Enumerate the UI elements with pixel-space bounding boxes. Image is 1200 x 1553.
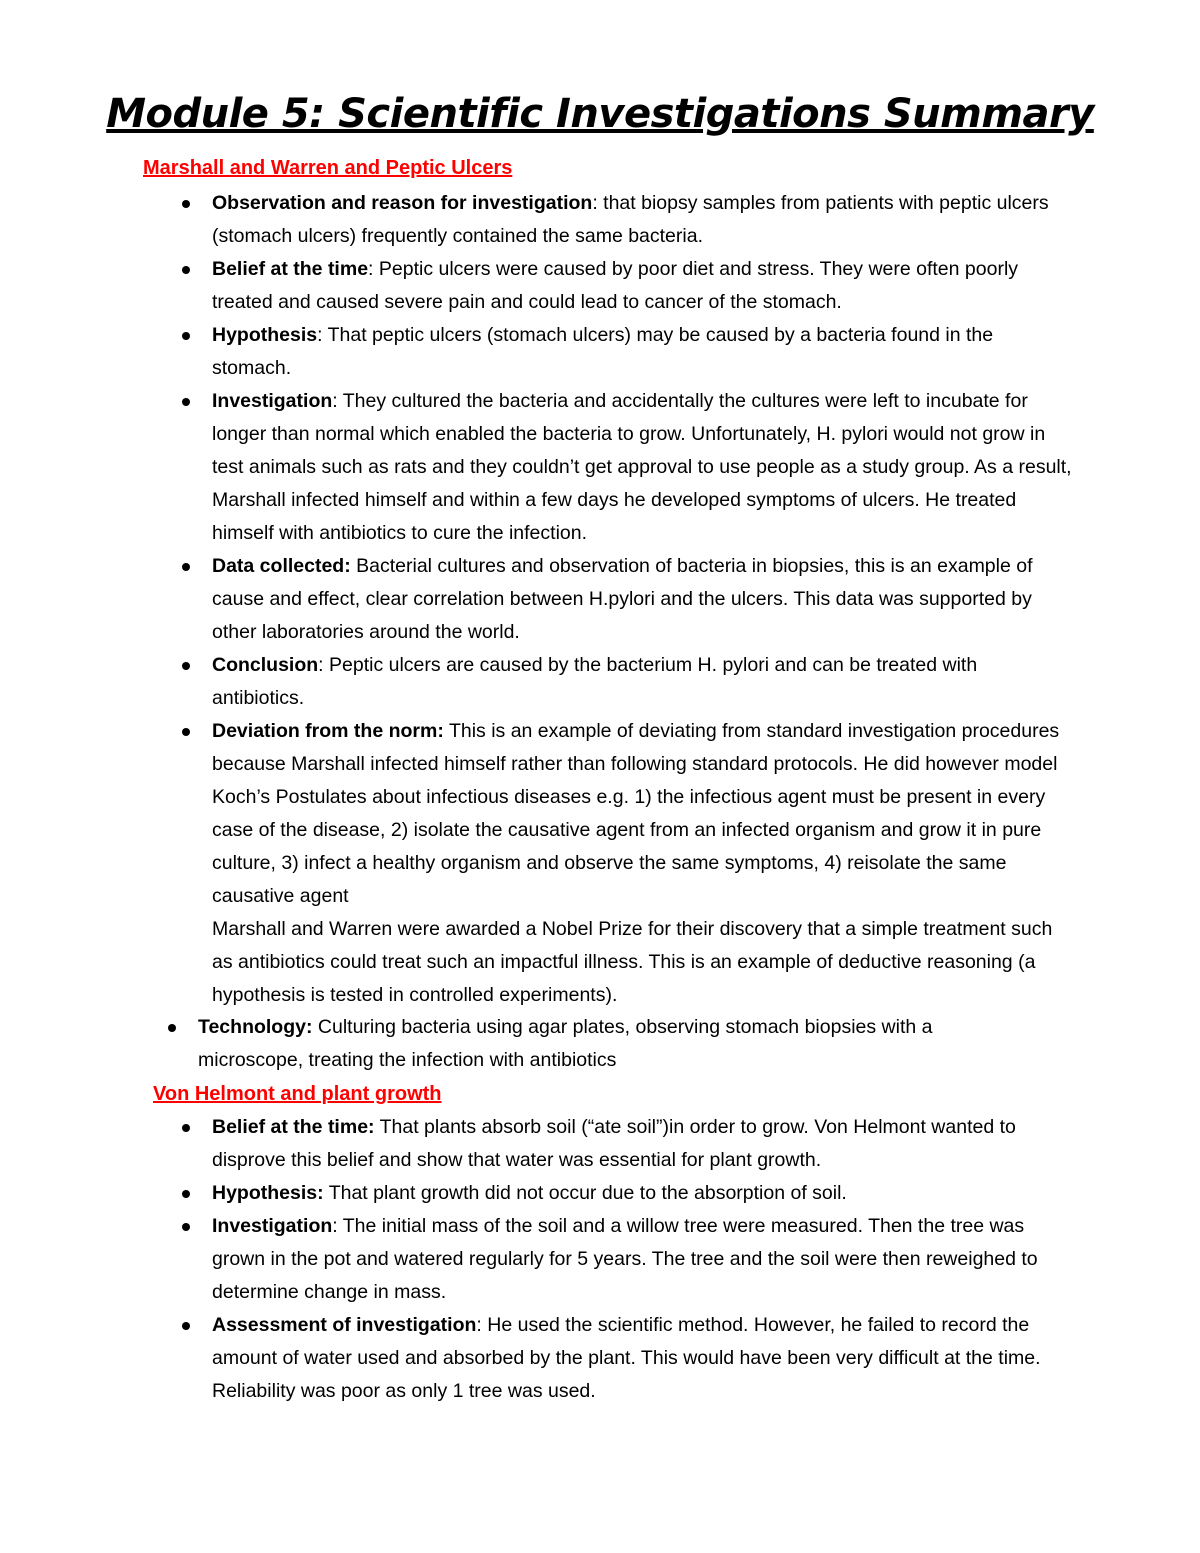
item-sep: : — [368, 258, 379, 280]
bullet-icon — [182, 1124, 190, 1132]
list-item-belief — [212, 253, 1072, 319]
marshall-warren-list — [212, 187, 1072, 1012]
item-term: Hypothesis — [212, 324, 318, 346]
item-text: that biopsy samples from patients with peptic ulcers (stomach ulcers) frequently contained the same bacteria. — [212, 192, 1049, 247]
nobel-prize-paragraph: Marshall and Warren were awarded a Nobel Prize for their discovery that a simple treatment such as antibiotics could treat such an impactful illness. This is an example of deductive reasoning (a hypothesis is tested in controlled experiments). — [212, 918, 1053, 1006]
technology-list — [198, 1011, 1028, 1077]
item-term: Investigation — [212, 1215, 333, 1237]
item-sep: : — [592, 192, 604, 214]
item-text: That peptic ulcers (stomach ulcers) may be caused by a bacteria found in the stomach. — [212, 324, 994, 379]
bullet-icon — [182, 1190, 190, 1198]
bullet-icon — [182, 266, 190, 274]
item-sep: : — [476, 1314, 488, 1336]
item-term: Belief at the time — [212, 258, 369, 280]
list-item-investigation — [212, 385, 1072, 550]
item-term: Observation and reason for investigation — [212, 192, 593, 214]
item-sep: : — [317, 324, 328, 346]
list-item-deviation — [212, 715, 1072, 1012]
item-term: Data collected: — [212, 555, 351, 577]
page-title: Module 5: Scientific Investigations Summary — [106, 91, 1094, 137]
item-sep: : — [318, 654, 330, 676]
item-text: That plant growth did not occur due to the absorption of soil. — [328, 1182, 847, 1204]
item-term: Technology: — [198, 1016, 313, 1038]
bullet-icon — [168, 1024, 176, 1032]
bullet-icon — [182, 332, 190, 340]
item-text: The initial mass of the soil and a willow tree were measured. Then the tree was grown in the pot and watered regularly for 5 years. The tree and the soil were then reweighed to determine change in mass. — [212, 1215, 1038, 1303]
item-text: This is an example of deviating from standard investigation procedures because Marshall infected himself rather than following standard protocols. He did however model Koch’s Postulates about infectious diseases e.g. 1) the infectious agent must be present in every case of the disease, 2) isolate the causative agent from an infected organism and grow it in pure culture, 3) infect a healthy organism and observe the same symptoms, 4) reisolate the same causative agent — [212, 720, 1060, 907]
item-sep: : — [332, 1215, 343, 1237]
list-item-hypothesis — [212, 319, 1072, 385]
item-term: Hypothesis: — [212, 1182, 324, 1204]
item-text: Peptic ulcers are caused by the bacterium H. pylori and can be treated with antibiotics. — [212, 654, 978, 709]
list-item-hypothesis — [212, 1177, 1072, 1210]
bullet-icon — [182, 563, 190, 571]
list-item-data-collected — [212, 550, 1072, 649]
item-term: Belief at the time: — [212, 1116, 375, 1138]
item-term: Conclusion — [212, 654, 319, 676]
section-heading-marshall-warren: Marshall and Warren and Peptic Ulcers — [143, 157, 513, 179]
item-term: Investigation — [212, 390, 333, 412]
bullet-icon — [182, 200, 190, 208]
bullet-icon — [182, 728, 190, 736]
bullet-icon — [182, 1223, 190, 1231]
list-item-conclusion — [212, 649, 1072, 715]
item-term: Assessment of investigation — [212, 1314, 477, 1336]
section-heading-von-helmont: Von Helmont and plant growth — [153, 1083, 442, 1105]
item-text: Culturing bacteria using agar plates, observing stomach biopsies with a microscope, treating the infection with antibiotics — [198, 1016, 933, 1071]
bullet-icon — [182, 398, 190, 406]
list-item-investigation — [212, 1210, 1072, 1309]
bullet-icon — [182, 662, 190, 670]
item-text: That plants absorb soil (“ate soil”)in order to grow. Von Helmont wanted to disprove this belief and show that water was essential for plant growth. — [212, 1116, 1016, 1171]
von-helmont-list — [212, 1111, 1072, 1408]
list-item-belief — [212, 1111, 1072, 1177]
list-item-assessment — [212, 1309, 1072, 1408]
item-text: He used the scientific method. However, he failed to record the amount of water used and absorbed by the plant. This would have been very difficult at the time. Reliability was poor as only 1 tree was used. — [212, 1314, 1041, 1402]
bullet-icon — [182, 1322, 190, 1330]
item-text: Bacterial cultures and observation of bacteria in biopsies, this is an example of cause and effect, clear correlation between H.pylori and the ulcers. This data was supported by other laboratories around the world. — [212, 555, 1033, 643]
list-item-technology — [198, 1011, 1028, 1077]
list-item-observation — [212, 187, 1072, 253]
item-term: Deviation from the norm: — [212, 720, 444, 742]
item-sep: : — [332, 390, 343, 412]
item-text: Peptic ulcers were caused by poor diet and stress. They were often poorly treated and caused severe pain and could lead to cancer of the stomach. — [212, 258, 1019, 313]
item-text: They cultured the bacteria and accidentally the cultures were left to incubate for longer than normal which enabled the bacteria to grow. Unfortunately, H. pylori would not grow in test animals such as rats and they couldn’t get approval to use people as a study group. As a result, Marshall infected himself and within a few days he developed symptoms of ulcers. He treated himself with antibiotics to cure the infection. — [212, 390, 1072, 544]
